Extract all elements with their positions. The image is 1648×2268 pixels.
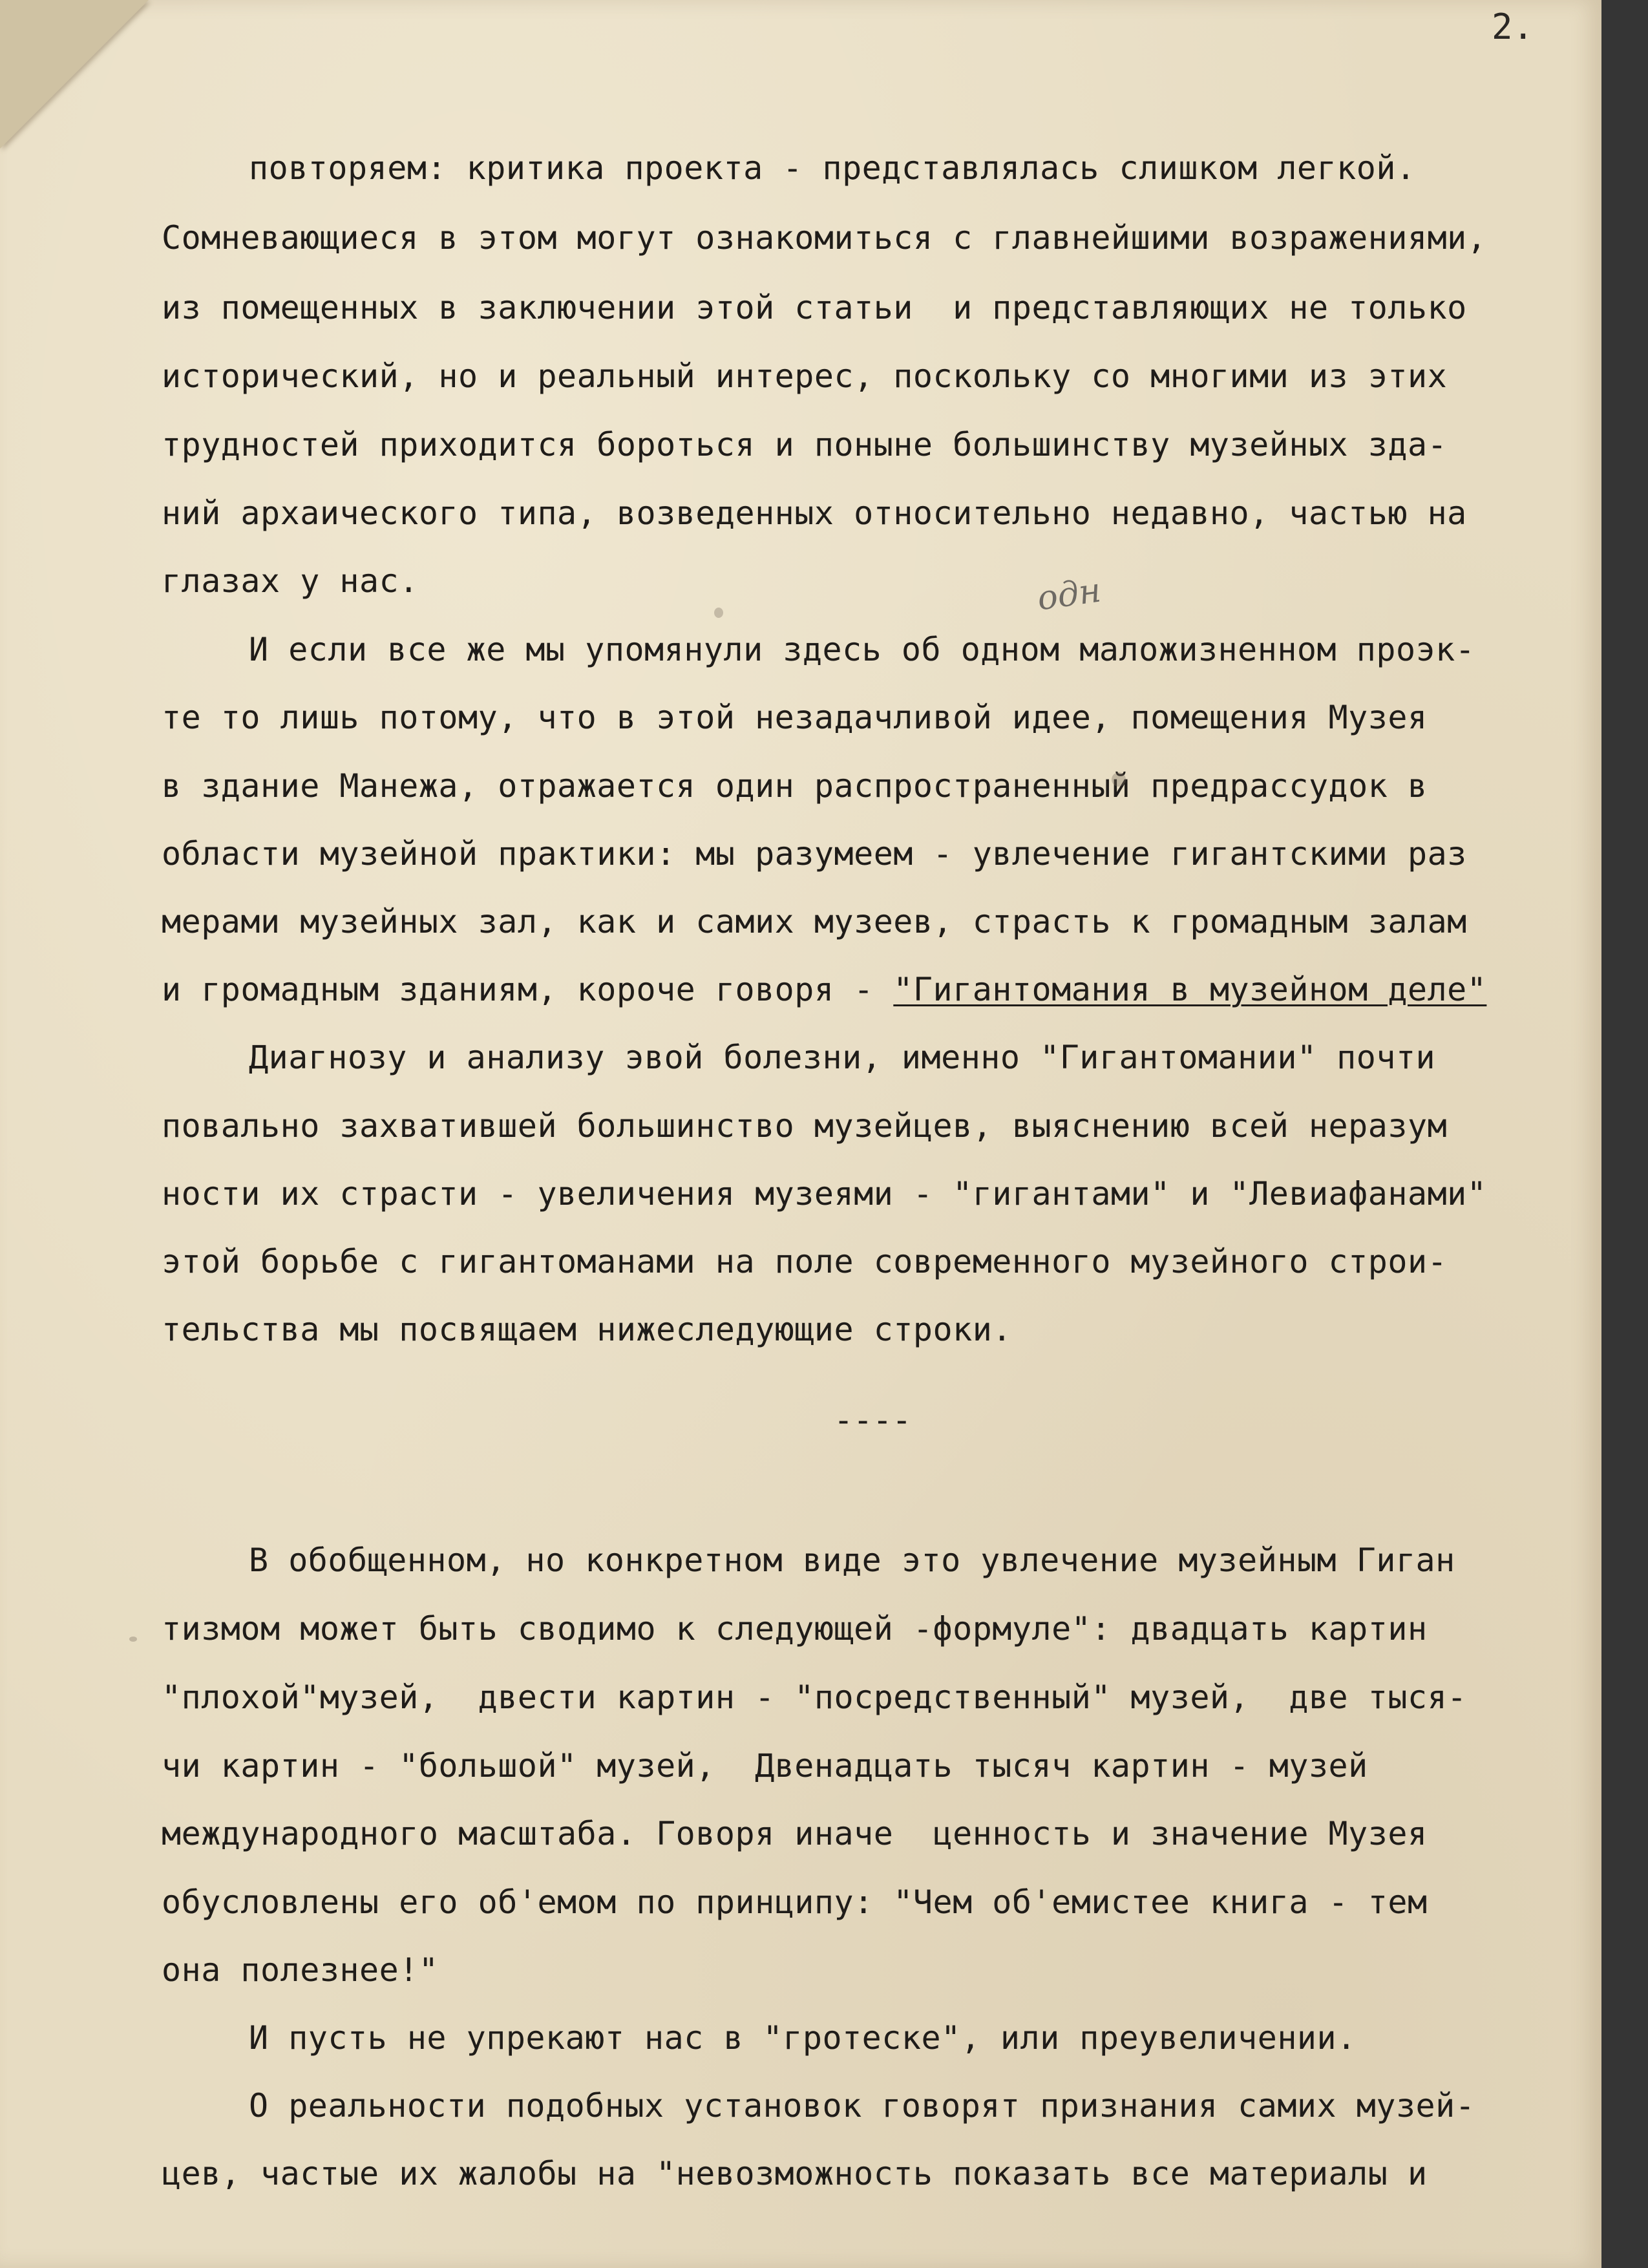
text-line: международного масштаба. Говоря иначе ценность и значение Музея — [162, 1815, 1428, 1852]
section-separator: ---- — [834, 1401, 912, 1439]
text-line: исторический, но и реальный интерес, поскольку со многими из этих — [162, 357, 1448, 395]
text-line: "плохой"музей, двести картин - "посредственный" музей, две тыся- — [162, 1679, 1467, 1716]
text-line: чи картин - "большой" музей, Двенадцать тысяч картин - музей — [162, 1747, 1368, 1785]
text-line: тизмом может быть сводимо к следующей -формуле": двадцать картин — [162, 1610, 1428, 1648]
text-line: О реальности подобных установок говорят признания самих музей- — [249, 2087, 1475, 2125]
text-line: обусловлены его об'емом по принципу: "Чем об'емистее книга - тем — [162, 1883, 1428, 1921]
text-line: она полезнее!" — [162, 1951, 439, 1989]
text-line: из помещенных в заключении этой статьи и представляющих не только — [162, 289, 1467, 326]
page-number: 2. — [1492, 6, 1534, 47]
scan-background-edge — [1601, 0, 1648, 2268]
handwritten-correction: одн — [1035, 571, 1104, 619]
text-segment: и громадным зданиям, короче говоря - — [162, 971, 894, 1008]
text-line: в здание Манежа, отражается один распространенный предрассудок в — [162, 767, 1428, 805]
paper-smudge — [714, 608, 723, 618]
text-line: глазах у нас. — [162, 562, 419, 600]
text-line: мерами музейных зал, как и самих музеев, страсть к громадным залам — [162, 903, 1467, 940]
text-line: повально захватившей большинство музейцев, выяснению всей неразум — [162, 1107, 1448, 1145]
text-line: трудностей приходится бороться и поныне большинству музейных зда- — [162, 426, 1448, 463]
underlined-phrase: "Гигантомания в музейном деле" — [893, 971, 1487, 1008]
text-line: И пусть не упрекают нас в "гротеске", или преувеличении. — [249, 2019, 1357, 2057]
folded-corner — [0, 0, 149, 149]
text-line: ности их страсти - увеличения музеями - "гигантами" и "Левиафанами" — [162, 1175, 1487, 1213]
text-line: Диагнозу и анализу эвой болезни, именно "Гигантомании" почти — [249, 1039, 1436, 1076]
text-line: цев, частые их жалобы на "невозможность показать все материалы и — [162, 2155, 1428, 2192]
text-line: В обобщенном, но конкретном виде это увлечение музейным Гиган — [249, 1542, 1455, 1579]
text-line: тельства мы посвящаем нижеследующие строки. — [162, 1311, 1012, 1348]
text-line: те то лишь потому, что в этой незадачливой идее, помещения Музея — [162, 699, 1428, 736]
paper-smudge — [129, 1637, 137, 1642]
paper-smudge — [1112, 772, 1126, 787]
text-line: Сомневающиеся в этом могут ознакомиться с главнейшими возражениями, — [162, 219, 1487, 257]
text-line: ний архаического типа, возведенных относительно недавно, частью на — [162, 494, 1467, 532]
text-line: И если все же мы упомянули здесь об одном маложизненном проэк- — [249, 631, 1475, 668]
text-line: повторяем: критика проекта - представлялась слишком легкой. — [249, 149, 1416, 187]
text-line: области музейной практики: мы разумеем - увлечение гигантскими раз — [162, 835, 1467, 873]
text-line: этой борьбе с гигантоманами на поле современного музейного строи- — [162, 1243, 1448, 1280]
text-line — [162, 973, 1486, 1006]
